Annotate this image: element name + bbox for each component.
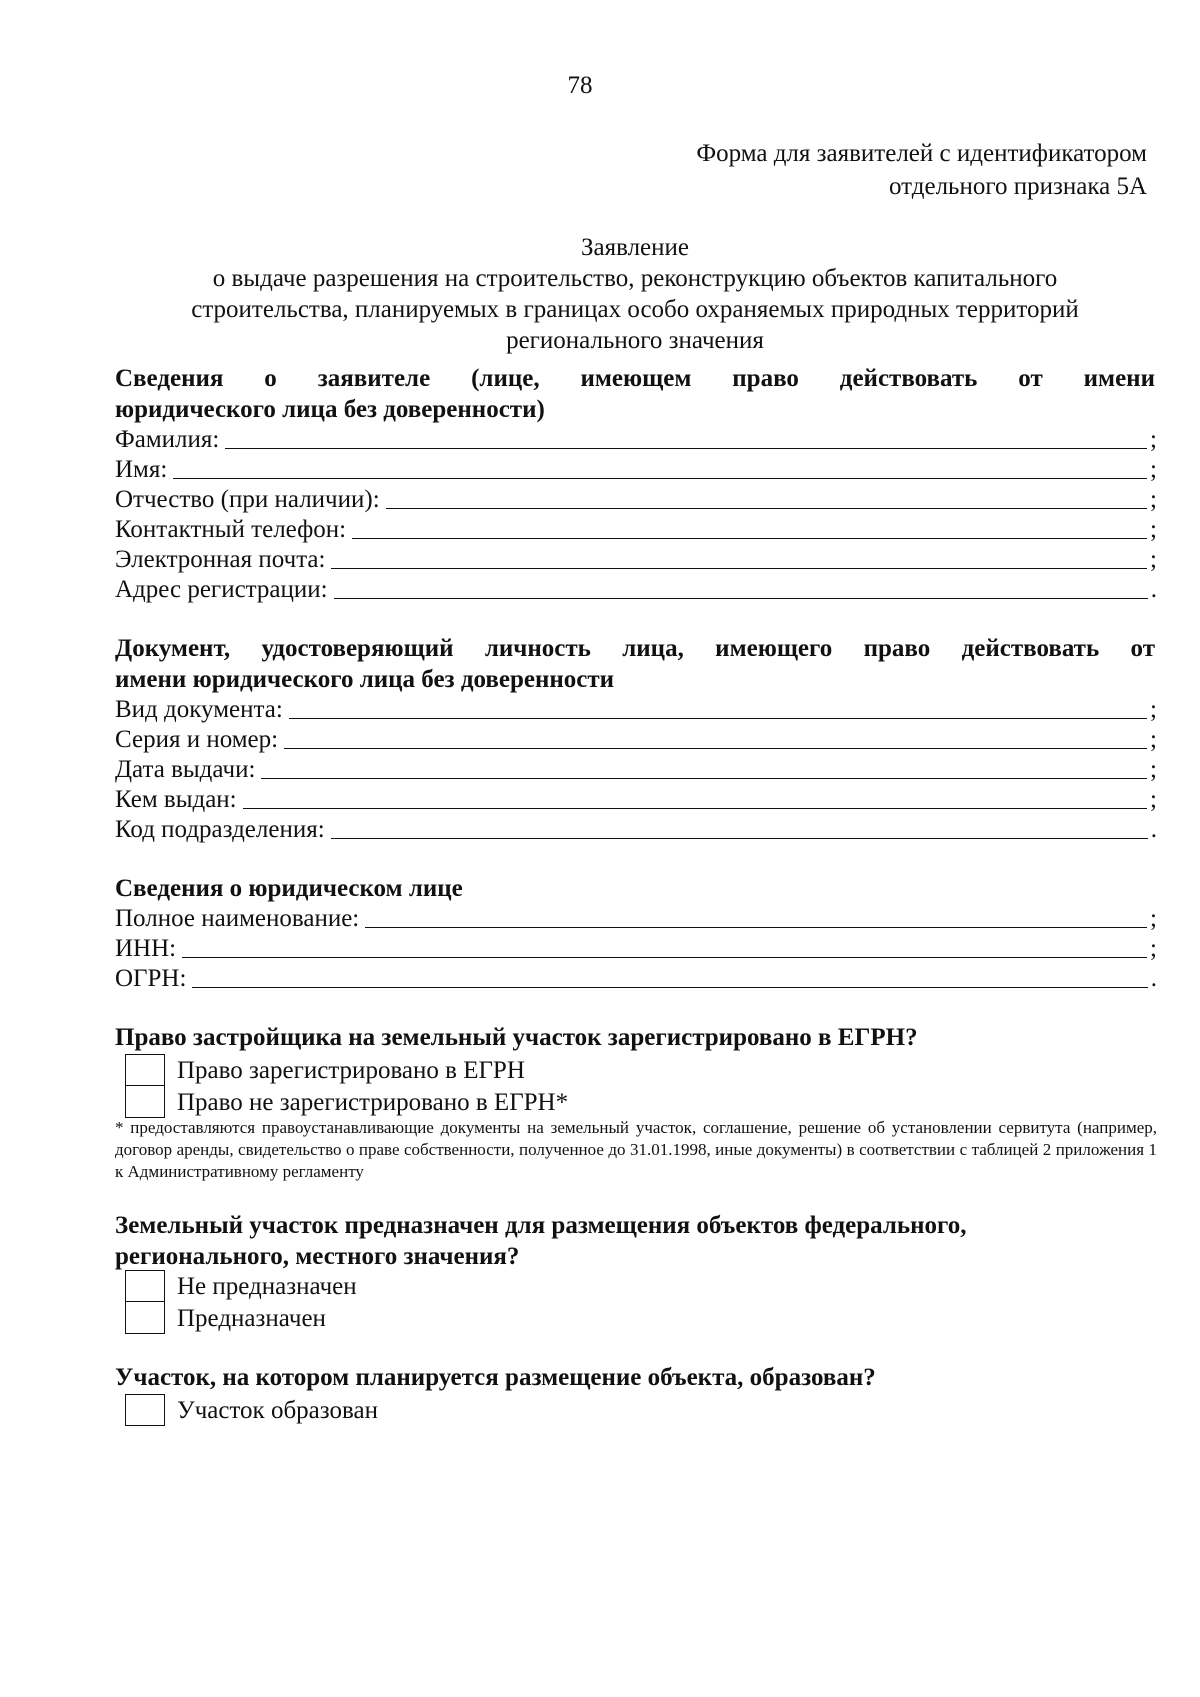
patronymic-input[interactable] [386,487,1147,509]
phone-input[interactable] [352,517,1147,539]
title-line-1: о выдаче разрешения на строительство, реконструкцию объектов капитального [212,265,1058,292]
document-title [115,232,1155,356]
surname-input[interactable] [225,427,1147,449]
field-terminator: ; [1150,756,1157,783]
title-line-2: строительства, планируемых в границах особо охраняемых природных территорий [191,296,1079,323]
field-label: Дата выдачи: [115,756,256,783]
option-label: Не предназначен [177,1272,357,1300]
option-label: Право не зарегистрировано в ЕГРН* [177,1088,569,1116]
field-label: Код подразделения: [115,816,325,843]
option-registered[interactable] [125,1054,525,1086]
field-terminator: ; [1150,905,1157,932]
purpose-title-line-1: Земельный участок предназначен для размещения объектов федерального, [115,1212,967,1239]
registration-address-input[interactable] [334,577,1148,599]
inn-input[interactable] [182,936,1147,958]
option-formed[interactable] [125,1394,378,1426]
checkbox[interactable] [125,1302,165,1334]
applicant-title-line-2: юридического лица без доверенности) [115,396,545,423]
purpose-question-title [115,1210,1155,1272]
option-intended[interactable] [125,1302,326,1334]
id-document-section-title [115,633,1155,695]
field-patronymic [115,484,1157,515]
form-identifier-line-1: Форма для заявителей с идентификатором [696,140,1147,167]
field-label: Контактный телефон: [115,516,347,543]
field-email [115,544,1157,575]
field-label: Адрес регистрации: [115,576,328,603]
field-label: Кем выдан: [115,786,237,813]
field-terminator: ; [1150,786,1157,813]
field-label: ИНН: [115,935,177,962]
field-department-code [115,814,1157,845]
document-type-input[interactable] [289,697,1147,719]
option-label: Право зарегистрировано в ЕГРН [177,1056,525,1084]
field-label: Фамилия: [115,426,220,453]
field-label: Отчество (при наличии): [115,486,380,513]
field-label: Полное наименование: [115,905,360,932]
field-label: Имя: [115,456,168,483]
option-label: Участок образован [177,1396,378,1424]
field-label: ОГРН: [115,965,187,992]
field-series-number [115,724,1157,755]
option-not-intended[interactable] [125,1270,357,1302]
formation-question-title: Участок, на котором планируется размещение объекта, образован? [115,1364,876,1391]
applicant-section-title [115,363,1155,425]
field-name [115,454,1157,485]
egrn-question-title: Право застройщика на земельный участок зарегистрировано в ЕГРН? [115,1024,918,1051]
id-document-title-line-2: имени юридического лица без доверенности [115,666,615,693]
id-document-title-line-1: Документ, удостоверяющий личность лица, имеющего право действовать от [115,635,1155,662]
field-terminator: ; [1150,516,1157,543]
field-phone [115,514,1157,545]
ogrn-input[interactable] [192,966,1147,988]
field-inn [115,933,1157,964]
issued-by-input[interactable] [243,787,1147,809]
checkbox[interactable] [125,1086,165,1118]
field-terminator: . [1150,965,1157,992]
field-surname [115,424,1157,455]
department-code-input[interactable] [331,817,1148,839]
field-terminator: . [1150,816,1157,843]
checkbox[interactable] [125,1394,165,1426]
applicant-title-line-1: Сведения о заявителе (лице, имеющем право действовать от имени [115,365,1155,392]
page-number: 78 [567,72,593,99]
field-terminator: ; [1150,935,1157,962]
option-not-registered[interactable] [125,1086,568,1118]
field-document-type [115,694,1157,725]
issue-date-input[interactable] [261,757,1147,779]
title-line-3: регионального значения [506,327,764,354]
field-terminator: ; [1150,696,1157,723]
field-issued-by [115,784,1157,815]
series-number-input[interactable] [284,727,1147,749]
field-terminator: ; [1150,546,1157,573]
legal-entity-section-title: Сведения о юридическом лице [115,875,463,902]
field-issue-date [115,754,1157,785]
option-label: Предназначен [177,1304,326,1332]
title-heading: Заявление [580,234,690,261]
field-terminator: . [1150,576,1157,603]
field-registration-address [115,574,1157,605]
purpose-title-line-2: регионального, местного значения? [115,1243,520,1270]
field-terminator: ; [1150,726,1157,753]
field-terminator: ; [1150,486,1157,513]
full-name-input[interactable] [365,906,1147,928]
field-terminator: ; [1150,426,1157,453]
egrn-footnote: * предоставляются правоустанавливающие документы на земельный участок, соглашение, решение об установлении сервитута (например, договор аренды, свидетельство о праве собственности, полученное до 31.01.1998, иные документы) в соответствии с таблицей 2 приложения 1 к Административному регламенту [115,1118,1157,1181]
field-terminator: ; [1150,456,1157,483]
field-label: Электронная почта: [115,546,326,573]
field-full-name [115,903,1157,934]
field-ogrn [115,963,1157,994]
checkbox[interactable] [125,1270,165,1302]
field-label: Серия и номер: [115,726,279,753]
name-input[interactable] [173,457,1147,479]
checkbox[interactable] [125,1054,165,1086]
form-identifier [696,137,1147,203]
field-label: Вид документа: [115,696,283,723]
form-identifier-line-2: отдельного признака 5А [889,173,1147,200]
email-input[interactable] [331,547,1147,569]
